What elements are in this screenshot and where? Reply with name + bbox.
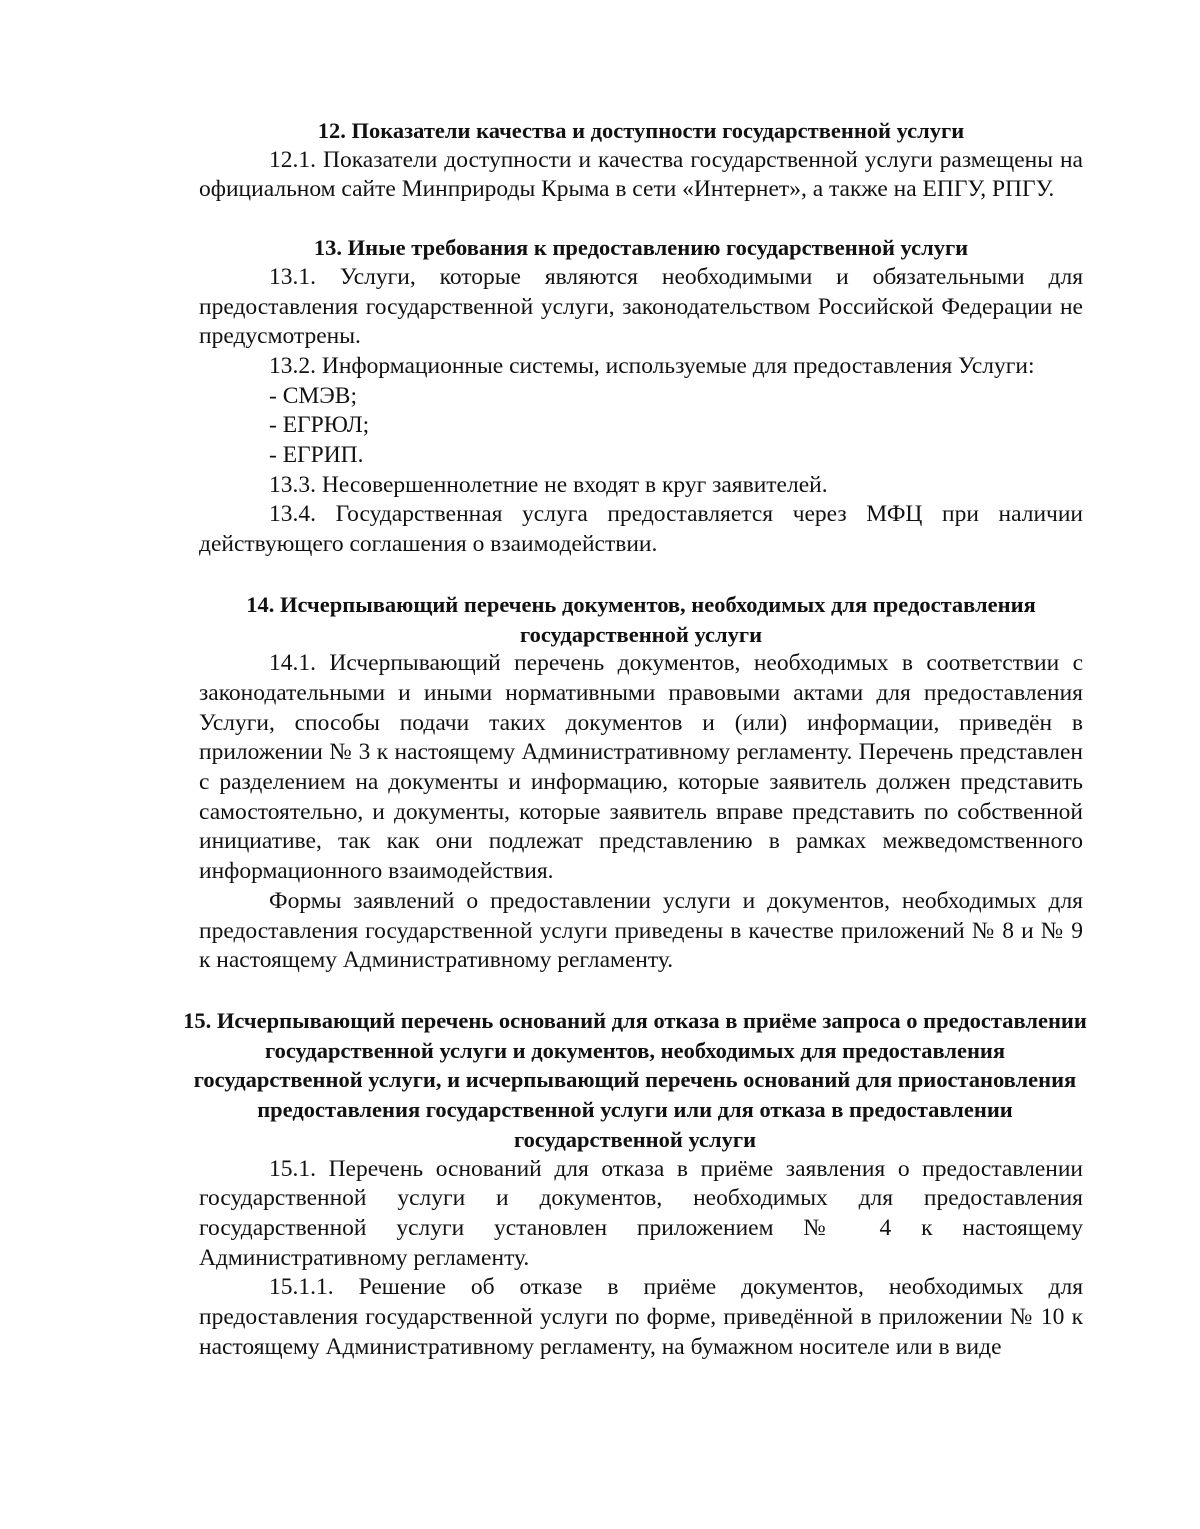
spacer — [199, 560, 1083, 590]
paragraph-13-4: 13.4. Государственная услуга предоставляется через МФЦ при наличии действующего соглашения о взаимодействии. — [199, 501, 1083, 558]
list-item-smev: - СМЭВ; — [269, 382, 357, 409]
spacer — [199, 205, 1083, 233]
section-13-title: 13. Иные требования к предоставлению государственной услуги — [313, 235, 969, 261]
section-14-title: 14. Исчерпывающий перечень документов, необходимых для предоставления государственной услуги — [246, 591, 1036, 647]
paragraph-15-1-1: 15.1.1. Решение об отказе в приёме документов, необходимых для предоставления государственной услуги по форме, приведённой в приложении № 10 к настоящему Административному регламенту, на бумажном носителе или в виде — [199, 1274, 1083, 1360]
paragraph-12-1: 12.1. Показатели доступности и качества государственной услуги размещены на официальном сайте Минприроды Крыма в сети «Интернет», а также на ЕПГУ, РПГУ. — [199, 146, 1083, 203]
paragraph-14-forms: Формы заявлений о предоставлении услуги и документов, необходимых для предоставления государственной услуги приведены в качестве приложений № 8 и № 9 к настоящему Административному регламенту. — [199, 887, 1083, 974]
section-12-title: 12. Показатели качества и доступности государственной услуги — [317, 118, 965, 143]
section-14 — [199, 590, 1083, 976]
section-15-title: 15. Исчерпывающий перечень оснований для отказа в приёме запроса о предоставлении государственной услуги и документов, необходимых для предоставления государственной услуги, и исчерпывающий перечень оснований для приостановления предоставления государственной услуги или для отказа в предоставлении государственной услуги — [183, 1007, 1087, 1152]
paragraph-14-1: 14.1. Исчерпывающий перечень документов, необходимых в соответствии с законодательными и иными нормативными правовыми актами для предоставления Услуги, способы подачи таких документов и (или) информации, приведён в приложении № 3 к настоящему Административному регламенту. Перечень представлен с разделением на документы и информацию, которые заявитель должен представить самостоятельно, и документы, которые заявитель вправе представить по собственной инициативе, так как они подлежат представлению в рамках межведомственного информационного взаимодействия. — [199, 650, 1083, 885]
document-page — [183, 116, 1087, 1362]
spacer — [199, 976, 1083, 1006]
paragraph-13-1: 13.1. Услуги, которые являются необходимыми и обязательными для предоставления государственной услуги, законодательством Российской Федерации не предусмотрены. — [199, 263, 1083, 350]
list-item-egrip: - ЕГРИП. — [269, 442, 364, 469]
paragraph-15-1: 15.1. Перечень оснований для отказа в приёме заявления о предоставлении государственной услуги и документов, необходимых для предоставления государственной услуги установлен приложением № 4 к настоящему Административному регламенту. — [199, 1155, 1083, 1271]
paragraph-13-3: 13.3. Несовершеннолетние не входят в круг заявителей. — [269, 471, 828, 498]
section-12 — [199, 116, 1083, 205]
section-15 — [183, 1006, 1087, 1362]
paragraph-13-2: 13.2. Информационные системы, используемые для предоставления Услуги: — [269, 352, 1035, 379]
section-13 — [199, 233, 1083, 560]
list-item-egrul: - ЕГРЮЛ; — [269, 412, 370, 439]
